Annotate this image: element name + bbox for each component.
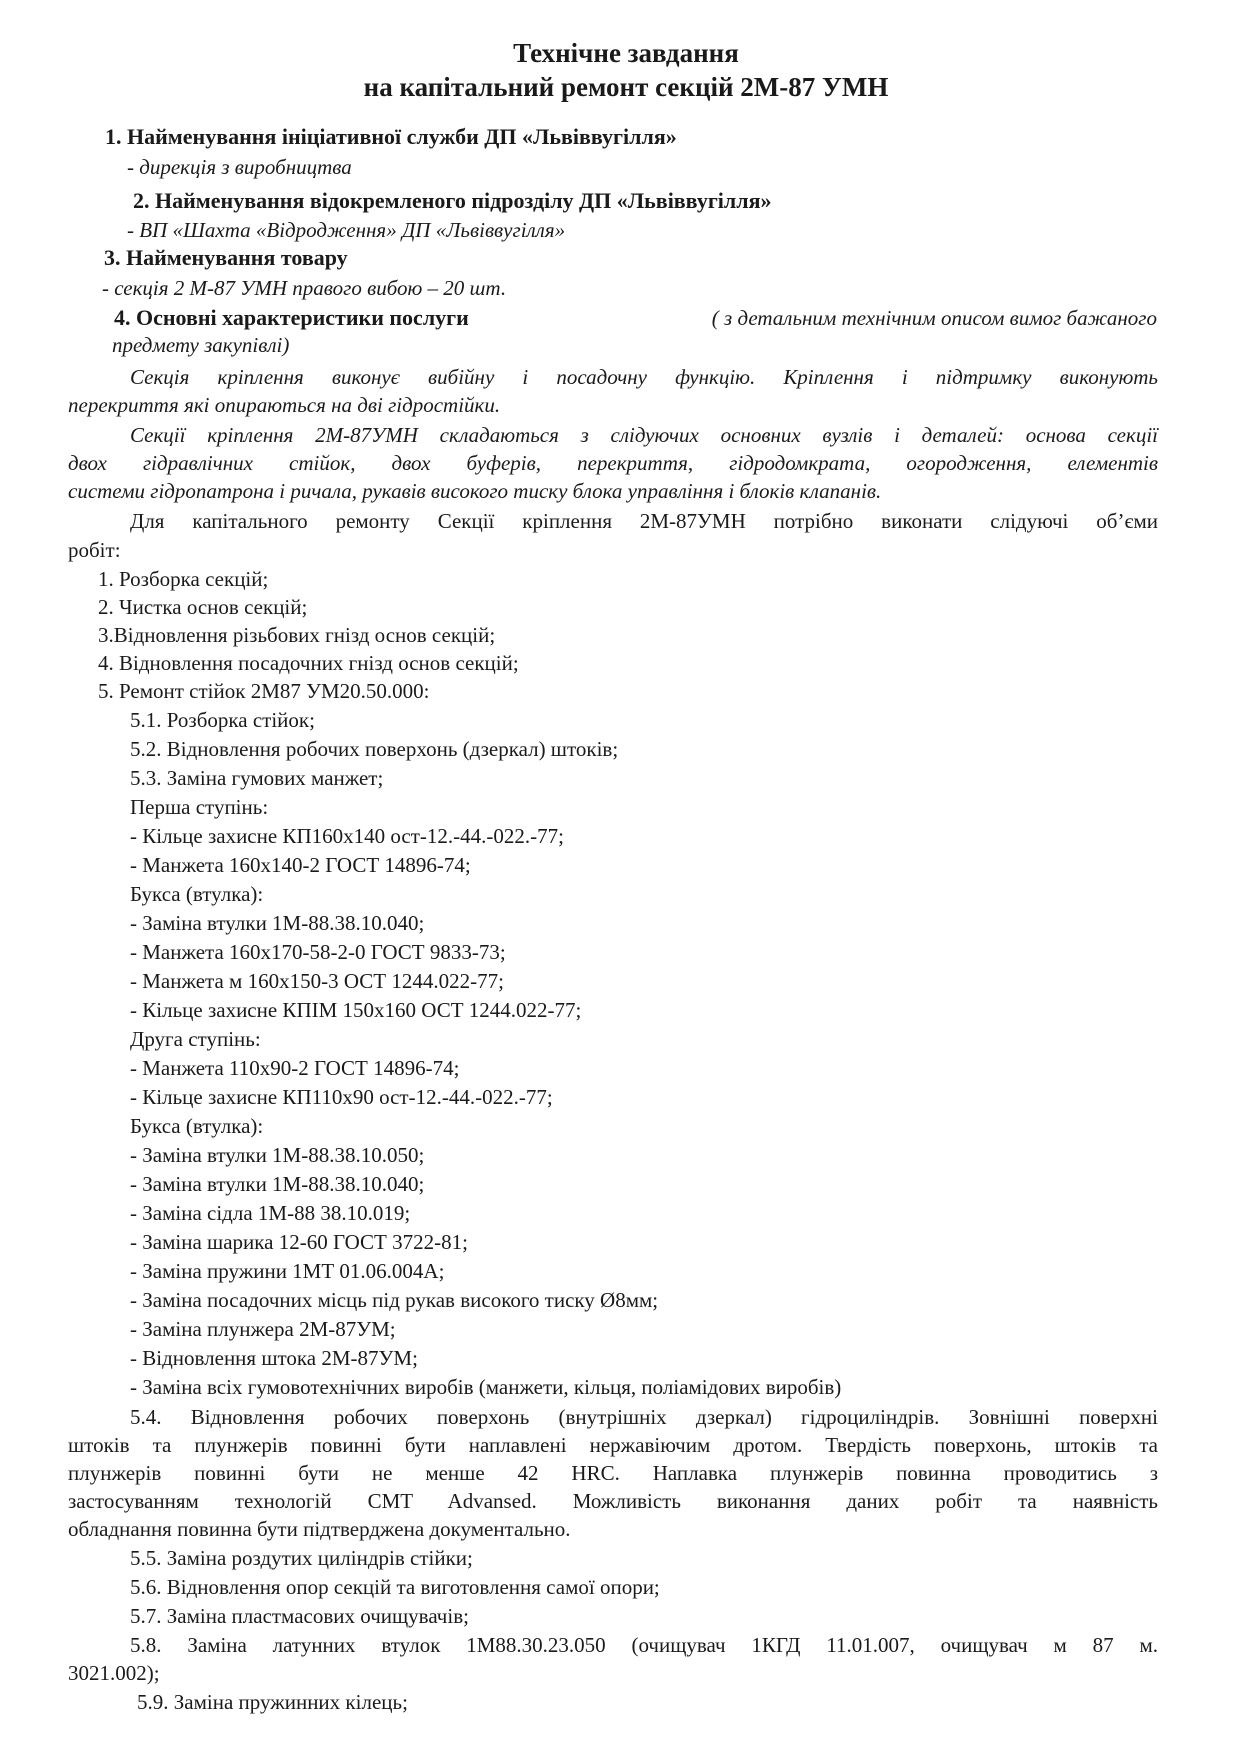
paragraph-5-8-line-1: 5.8. Заміна латунних втулок 1М88.30.23.050 (очищувач 1КГД 11.01.007, очищувач м 87 м. [130,1633,1158,1657]
sub-item: 5.2. Відновлення робочих поверхонь (дзеркал) штоків; [130,737,619,761]
work-item: 3.Відновлення різьбових гнізд основ секцій; [98,623,496,647]
paragraph-3-line-2: робіт: [68,538,121,562]
sub-item: - Заміна всіх гумовотехнічних виробів (манжети, кільця, поліамідових виробів) [130,1375,842,1399]
sub-item: Букса (втулка): [130,882,264,906]
paragraph-2-line-3: системи гідропатрона і ричала, рукавів високого тиску блока управління і блоків клапанів. [68,479,882,503]
section-3-heading: 3. Найменування товару [104,245,348,270]
sub-item: - Відновлення штока 2М-87УМ; [130,1346,418,1370]
sub-item: - Заміна сідла 1М-88 38.10.019; [130,1201,411,1225]
paragraph-5-8-line-2: 3021.002); [68,1661,160,1685]
sub-item: - Кільце захисне КП160х140 ост-12.-44.-022.-77; [130,824,564,848]
sub-item: - Заміна втулки 1М-88.38.10.040; [130,911,425,935]
sub-item: - Заміна пружини 1МТ 01.06.004А; [130,1259,445,1283]
sub-item: - Заміна шарика 12-60 ГОСТ 3722-81; [130,1230,468,1254]
section-2-heading: 2. Найменування відокремленого підрозділу ДП «Львіввугілля» [133,188,772,213]
paragraph-1-line-1: Секція кріплення виконує вибійну і посадочну функцію. Кріплення і підтримку виконують [130,365,1158,389]
sub-item: - Манжета 160х140-2 ГОСТ 14896-74; [130,853,471,877]
paragraph-5-4-line-4: застосуванням технологій CMT Advansed. Можливість виконання даних робіт та наявність [68,1489,1158,1513]
sub-item: - Манжета м 160х150-3 ОСТ 1244.022-77; [130,969,504,993]
sub-item: 5.5. Заміна роздутих циліндрів стійки; [130,1546,473,1570]
paragraph-1-line-2: перекриття які опираються на дві гідростійки. [68,393,501,417]
sub-item: Друга ступінь: [130,1027,261,1051]
work-item: 1. Розборка секцій; [98,567,269,591]
paragraph-5-4-line-1: 5.4. Відновлення робочих поверхонь (внутрішніх дзеркал) гідроциліндрів. Зовнішні поверхні [130,1405,1158,1429]
section-4-note: ( з детальним технічним описом вимог бажаного [711,306,1157,330]
sub-item: Перша ступінь: [130,795,269,819]
sub-item: 5.3. Заміна гумових манжет; [130,766,384,790]
work-item: 5. Ремонт стійок 2М87 УМ20.50.000: [98,679,430,703]
sub-item: 5.1. Розборка стійок; [130,708,315,732]
work-item: 4. Відновлення посадочних гнізд основ секцій; [98,651,519,675]
sub-item: - Заміна посадочних місць під рукав високого тиску Ø8мм; [130,1288,659,1312]
sub-item: - Манжета 110х90-2 ГОСТ 14896-74; [130,1056,460,1080]
sub-item: Букса (втулка): [130,1114,264,1138]
sub-item: - Кільце захисне КП110х90 ост-12.-44.-022.-77; [130,1085,553,1109]
sub-item: - Заміна втулки 1М-88.38.10.050; [130,1143,425,1167]
section-4-note-cont: предмету закупівлі) [112,333,290,357]
paragraph-5-4-line-5: обладнання повинна бути підтверджена документально. [68,1517,571,1541]
sub-item: 5.7. Заміна пластмасових очищувачів; [130,1604,469,1628]
paragraph-5-4-line-3: плунжерів повинні бути не менше 42 HRC. Наплавка плунжерів повинна проводитись з [68,1461,1158,1485]
paragraph-2-line-2: двох гідравлічних стійок, двох буферів, перекриття, гідродомкрата, огородження, елементів [68,451,1158,475]
section-4-heading: 4. Основні характеристики послуги [114,305,469,330]
paragraph-5-4-line-2: штоків та плунжерів повинні бути наплавлені нержавіючим дротом. Твердість поверхонь, штоків та [68,1433,1158,1457]
section-2-item: - ВП «Шахта «Відродження» ДП «Львіввугілля» [127,218,566,242]
document-subtitle: на капітальний ремонт секцій 2М-87 УМН [363,72,889,102]
work-item: 2. Чистка основ секцій; [98,595,308,619]
sub-item: - Манжета 160х170-58-2-0 ГОСТ 9833-73; [130,940,506,964]
section-1-item: - дирекція з виробництва [127,155,352,179]
section-1-heading: 1. Найменування ініціативної служби ДП «Львіввугілля» [105,124,677,149]
sub-item: - Кільце захисне КПІМ 150х160 ОСТ 1244.022-77; [130,998,582,1022]
section-3-item: - секція 2 М-87 УМН правого вибою – 20 шт. [102,276,507,300]
sub-item: 5.9. Заміна пружинних кілець; [137,1690,408,1714]
sub-item: - Заміна плунжера 2М-87УМ; [130,1317,396,1341]
sub-item: 5.6. Відновлення опор секцій та виготовлення самої опори; [130,1575,660,1599]
paragraph-2-line-1: Секції кріплення 2М-87УМН складаються з слідуючих основних вузлів і деталей: основа секції [130,423,1158,447]
document-title: Технічне завдання [513,38,739,68]
paragraph-3-line-1: Для капітального ремонту Секції кріплення 2М-87УМН потрібно виконати слідуючі об’єми [130,509,1158,533]
sub-item: - Заміна втулки 1М-88.38.10.040; [130,1172,425,1196]
